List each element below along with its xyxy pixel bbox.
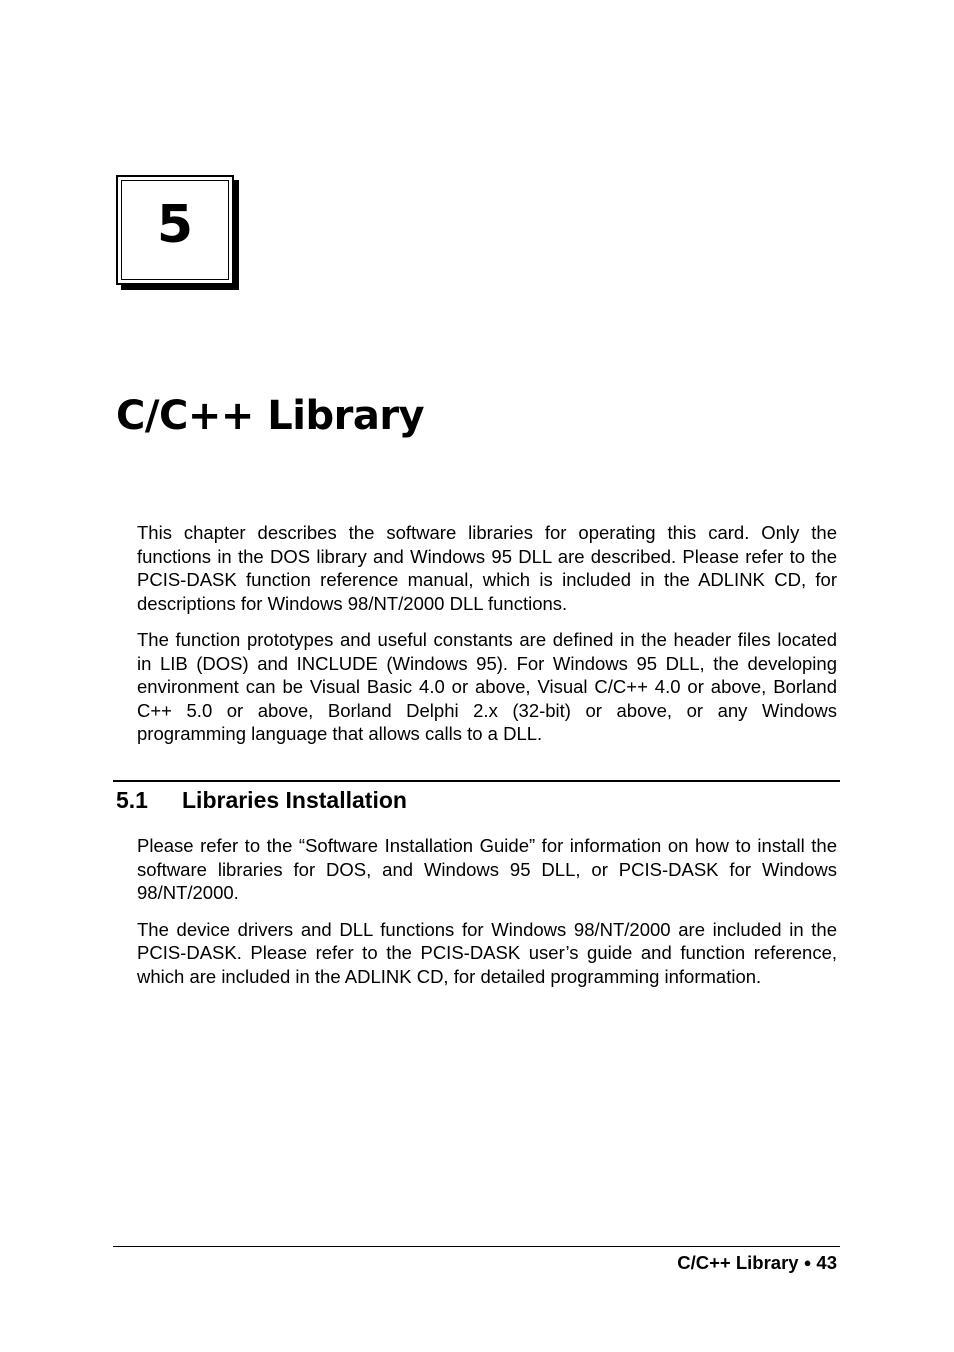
footer-divider — [113, 1246, 840, 1247]
section-paragraph-2: The device drivers and DLL functions for Windows 98/NT/2000 are included in the PCIS-DASK. Please refer to the PCIS-DASK user’s guide and function reference, which are included in the ADLINK CD, for detailed programming information. — [137, 918, 837, 987]
page-number: 43 — [816, 1252, 837, 1273]
section-heading — [116, 785, 407, 815]
intro-paragraph-1: This chapter describes the software libraries for operating this card. Only the functions in the DOS library and Windows 95 DLL are described. Please refer to the PCIS-DASK function reference manual, which is included in the ADLINK CD, for descriptions for Windows 98/NT/2000 DLL functions. — [137, 522, 837, 614]
footer-bullet: ● — [803, 1255, 812, 1270]
page-footer — [677, 1251, 837, 1275]
section-paragraph-1: Please refer to the “Software Installation Guide” for information on how to install the software libraries for DOS, and Windows 95 DLL, or PCIS-DASK for Windows 98/NT/2000. — [137, 835, 837, 903]
section-divider — [113, 780, 840, 782]
section-title: Libraries Installation — [182, 787, 407, 813]
intro-paragraph-2: The function prototypes and useful constants are defined in the header files located in LIB (DOS) and INCLUDE (Windows 95). For Windows 95 DLL, the developing environment can be Visual Basic 4.0 or above, Visual C/C++ 4.0 or above, Borland C++ 5.0 or above, Borland Delphi 2.x (32-bit) or above, or any Windows programming language that allows calls to a DLL. — [137, 629, 837, 744]
chapter-number-box — [116, 175, 234, 285]
section-body — [137, 834, 837, 988]
chapter-title: C/C++ Library — [116, 393, 425, 439]
footer-chapter-title: C/C++ Library — [677, 1252, 799, 1273]
section-number: 5.1 — [116, 787, 148, 813]
chapter-number: 5 — [156, 195, 194, 255]
intro-section — [137, 521, 837, 746]
